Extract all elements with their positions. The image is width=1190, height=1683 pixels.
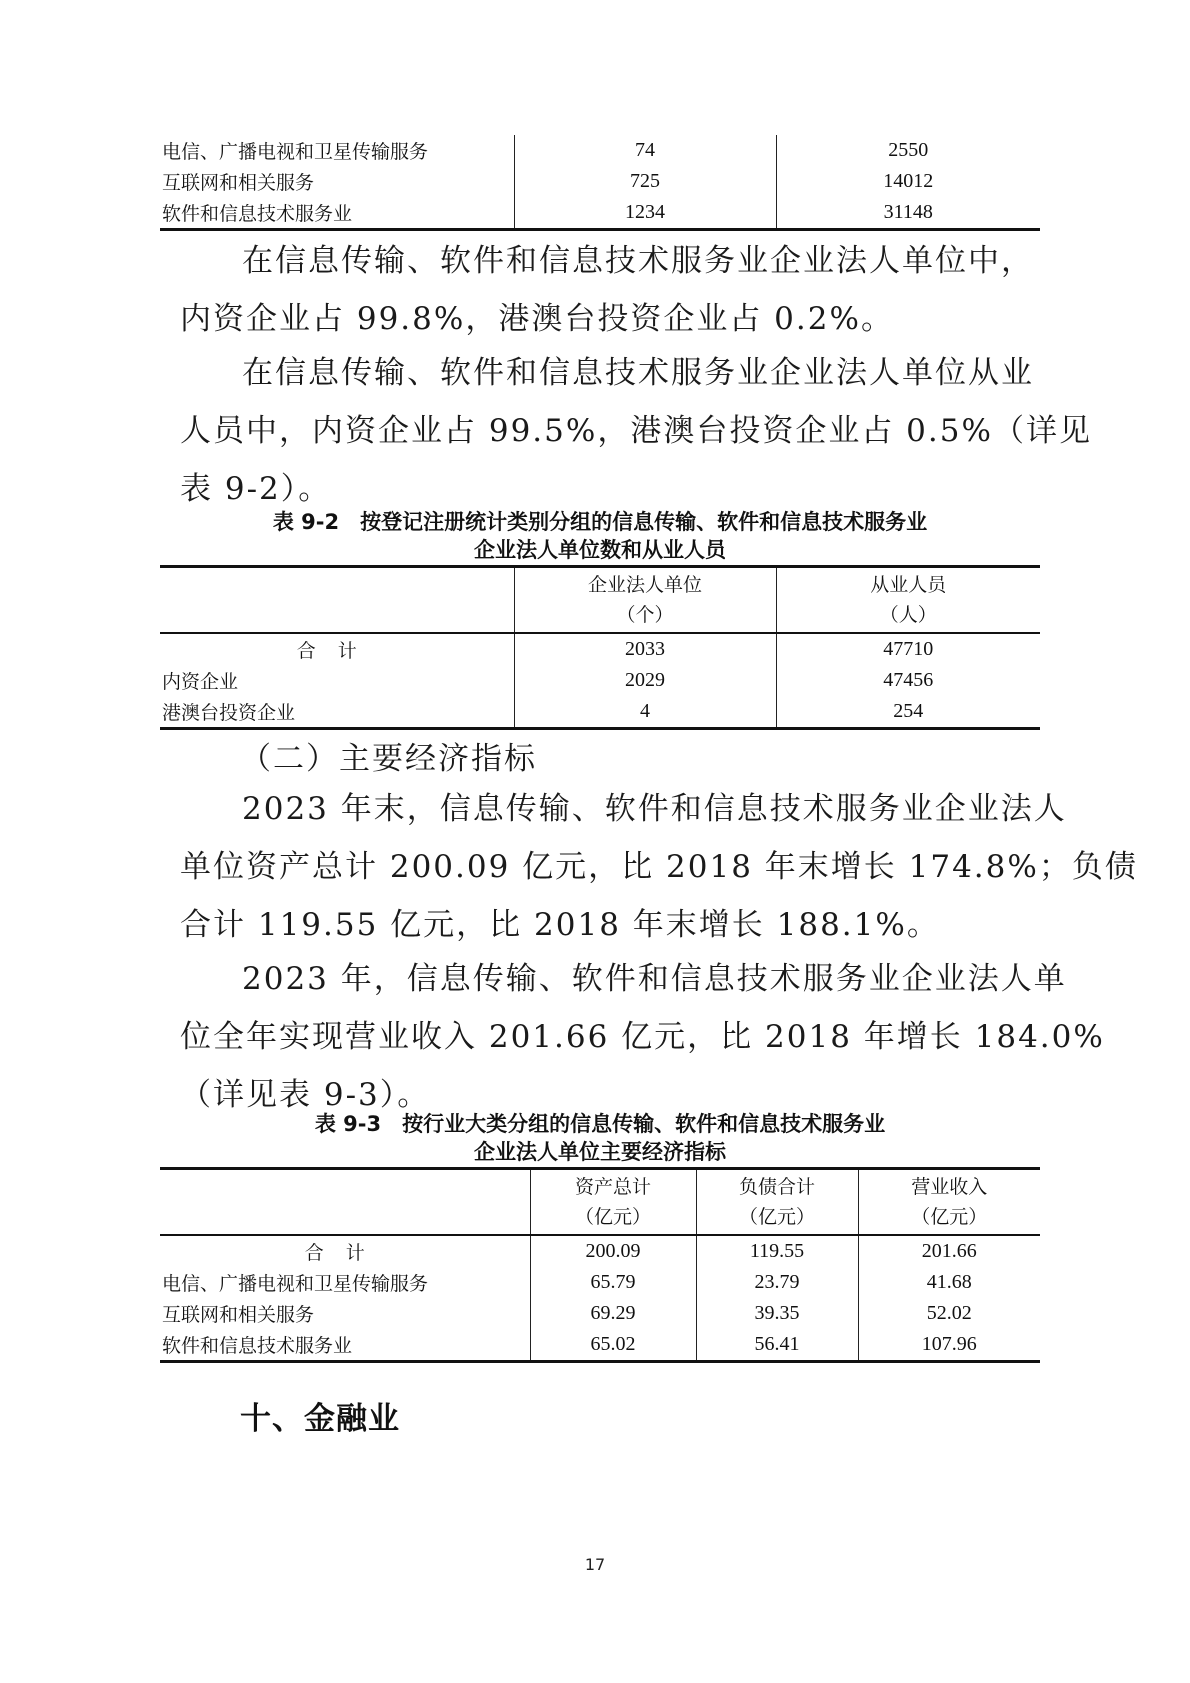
cell-value: 47456	[776, 665, 1040, 696]
paragraph-1	[180, 232, 1034, 348]
table-9-2	[160, 565, 1040, 730]
paragraph-line: 合计 119.55 亿元，比 2018 年末增长 188.1%。	[180, 907, 940, 943]
paragraph-line: 表 9-2）。	[180, 471, 332, 507]
table-9-3	[160, 1167, 1040, 1363]
cell-value: 254	[776, 696, 1040, 729]
cell-value: 52.02	[858, 1298, 1040, 1329]
paragraph-line: （详见表 9-3）。	[180, 1077, 431, 1113]
header-name: 企业法人单位	[587, 574, 702, 596]
paragraph-2	[180, 344, 1092, 518]
header-name: 营业收入	[911, 1176, 988, 1198]
header-unit: （亿元）	[738, 1206, 815, 1228]
paragraph-3	[180, 780, 1138, 954]
table-row	[160, 1298, 1040, 1329]
row-label: 软件和信息技术服务业	[162, 203, 353, 225]
section-heading: （二）主要经济指标	[240, 741, 537, 777]
header-name: 从业人员	[870, 574, 947, 596]
row-label: 内资企业	[162, 671, 239, 693]
chapter-heading: 十、金融业	[240, 1401, 400, 1437]
cell-employees: 14012	[776, 166, 1040, 197]
column-header-units	[514, 567, 776, 634]
row-label: 电信、广播电视和卫星传输服务	[162, 1273, 429, 1295]
table-row	[160, 696, 1040, 729]
paragraph-line: 2023 年，信息传输、软件和信息技术服务业企业法人单	[242, 961, 1067, 997]
header-unit: （亿元）	[911, 1206, 988, 1228]
cell-value: 200.09	[530, 1235, 696, 1267]
row-label: 电信、广播电视和卫星传输服务	[162, 141, 429, 163]
cell-value: 69.29	[530, 1298, 696, 1329]
paragraph-line: 单位资产总计 200.09 亿元，比 2018 年末增长 174.8%；负债	[180, 849, 1138, 885]
paragraph-line: 位全年实现营业收入 201.66 亿元，比 2018 年增长 184.0%	[180, 1019, 1105, 1055]
table-9-2-caption	[160, 508, 1040, 564]
cell-employees: 2550	[776, 135, 1040, 166]
table-row	[160, 197, 1040, 230]
cell-value: 23.79	[696, 1267, 858, 1298]
table-row	[160, 1267, 1040, 1298]
table-row	[160, 665, 1040, 696]
row-label: 互联网和相关服务	[162, 172, 315, 194]
cell-employees: 31148	[776, 197, 1040, 230]
table-row-total	[160, 1235, 1040, 1267]
column-header-employees	[776, 567, 1040, 634]
cell-value: 4	[514, 696, 776, 729]
row-label: 合计	[304, 1242, 387, 1264]
table-9-1-tail	[160, 135, 1040, 231]
page-number: 17	[584, 1555, 606, 1574]
paragraph-line: 在信息传输、软件和信息技术服务业企业法人单位从业	[242, 355, 1034, 391]
cell-value: 107.96	[858, 1329, 1040, 1362]
caption-line: 企业法人单位主要经济指标	[474, 1140, 726, 1164]
header-unit: （个）	[616, 604, 674, 626]
column-header-assets	[530, 1169, 696, 1236]
cell-value: 39.35	[696, 1298, 858, 1329]
table-9-3-caption	[160, 1110, 1040, 1166]
caption-line: 表 9-2 按登记注册统计类别分组的信息传输、软件和信息技术服务业	[272, 510, 928, 534]
table-header-row	[160, 1169, 1040, 1236]
header-stub	[160, 567, 514, 634]
row-label: 合计	[296, 640, 379, 662]
header-name: 资产总计	[574, 1176, 651, 1198]
header-name: 负债合计	[738, 1176, 815, 1198]
paragraph-4	[180, 950, 1105, 1124]
cell-value: 47710	[776, 633, 1040, 665]
row-label: 港澳台投资企业	[162, 702, 296, 724]
caption-line: 企业法人单位数和从业人员	[474, 538, 726, 562]
header-stub	[160, 1169, 530, 1236]
cell-value: 2029	[514, 665, 776, 696]
cell-value: 119.55	[696, 1235, 858, 1267]
header-unit: （亿元）	[574, 1206, 651, 1228]
row-label: 互联网和相关服务	[162, 1304, 315, 1326]
cell-units: 725	[514, 166, 776, 197]
column-header-liabilities	[696, 1169, 858, 1236]
caption-line: 表 9-3 按行业大类分组的信息传输、软件和信息技术服务业	[314, 1112, 886, 1136]
table-row	[160, 135, 1040, 166]
cell-value: 2033	[514, 633, 776, 665]
cell-value: 41.68	[858, 1267, 1040, 1298]
cell-value: 56.41	[696, 1329, 858, 1362]
table-row-total	[160, 633, 1040, 665]
table-row	[160, 1329, 1040, 1362]
cell-value: 65.02	[530, 1329, 696, 1362]
cell-value: 65.79	[530, 1267, 696, 1298]
cell-value: 201.66	[858, 1235, 1040, 1267]
cell-units: 74	[514, 135, 776, 166]
table-header-row	[160, 567, 1040, 634]
paragraph-line: 在信息传输、软件和信息技术服务业企业法人单位中，	[242, 243, 1034, 279]
header-unit: （人）	[879, 604, 937, 626]
paragraph-line: 人员中，内资企业占 99.5%，港澳台投资企业占 0.5%（详见	[180, 413, 1092, 449]
column-header-revenue	[858, 1169, 1040, 1236]
paragraph-line: 内资企业占 99.8%，港澳台投资企业占 0.2%。	[180, 301, 894, 337]
paragraph-line: 2023 年末，信息传输、软件和信息技术服务业企业法人	[242, 791, 1067, 827]
table-row	[160, 166, 1040, 197]
cell-units: 1234	[514, 197, 776, 230]
row-label: 软件和信息技术服务业	[162, 1335, 353, 1357]
